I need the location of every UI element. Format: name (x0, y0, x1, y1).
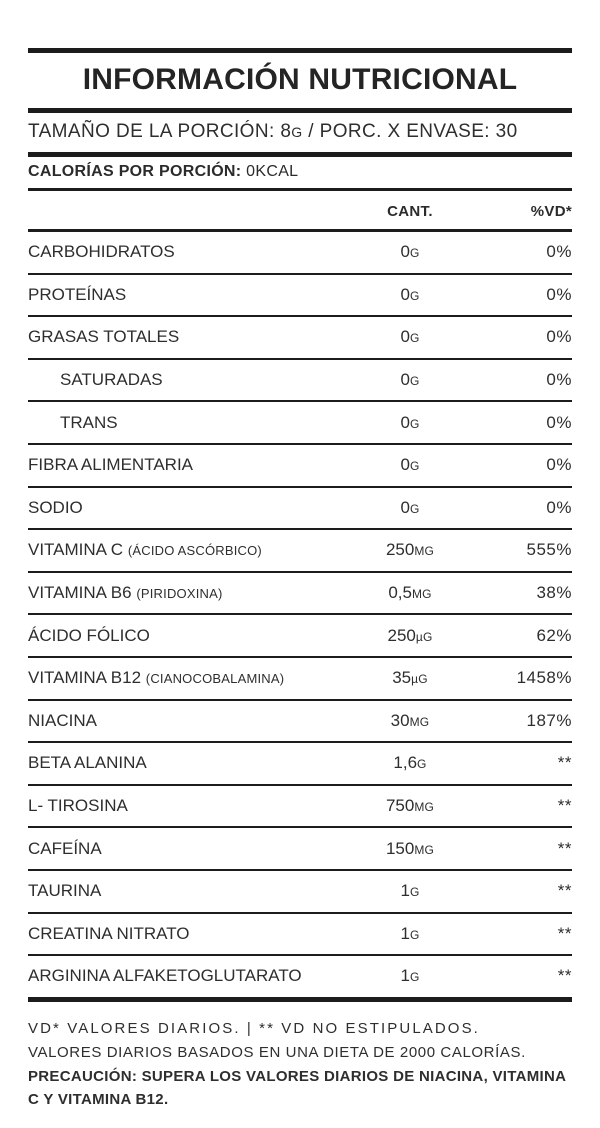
nutrient-note: (PIRIDOXINA) (136, 586, 223, 602)
daily-value-cell: ** (557, 923, 572, 943)
daily-value-cell: 0% (546, 242, 572, 262)
amount-cell (340, 455, 480, 475)
daily-value-cell: 0% (546, 412, 572, 432)
footnote-diet-basis: VALORES DIARIOS BASADOS EN UNA DIETA DE 2000 CALORÍAS. (28, 1043, 526, 1061)
table-row (28, 488, 572, 531)
table-row (28, 658, 572, 701)
amount-cell (340, 583, 480, 603)
amount-unit: G (417, 757, 427, 772)
table-row (28, 914, 572, 957)
amount-cell (340, 370, 480, 390)
amount-unit: G (409, 501, 420, 516)
nutrient-name-cell (28, 498, 340, 518)
nutrient-name: ÁCIDO FÓLICO (28, 625, 150, 645)
amount-cell (340, 796, 480, 816)
calories-value: 0KCAL (246, 163, 299, 180)
nutrient-name: CREATINA NITRATO (28, 923, 190, 943)
nutrient-name: PROTEÍNAS (28, 284, 127, 304)
amount-cell (340, 413, 480, 433)
amount-cell (340, 753, 480, 773)
calories-label: CALORÍAS POR PORCIÓN: (28, 163, 242, 180)
amount-value: 750 (385, 796, 415, 816)
amount-cell (340, 924, 480, 944)
amount-cell (340, 498, 480, 518)
nutrient-name: VITAMINA B12 (28, 668, 142, 688)
nutrient-name: NIACINA (28, 710, 97, 730)
table-row (28, 530, 572, 573)
nutrient-name-cell (28, 455, 340, 475)
label-title: INFORMACIÓN NUTRICIONAL (82, 63, 518, 96)
column-header-daily-value: %VD* (530, 203, 572, 220)
nutrient-name-cell (28, 413, 340, 433)
amount-value: 0 (400, 412, 410, 432)
nutrient-name: L- TIROSINA (28, 796, 128, 816)
table-row (28, 871, 572, 914)
nutrient-name: TRANS (60, 412, 118, 432)
amount-cell (340, 327, 480, 347)
amount-value: 250 (385, 540, 415, 560)
nutrition-table-body (28, 232, 572, 997)
amount-unit: G (409, 374, 420, 389)
amount-unit: G (409, 927, 420, 942)
amount-cell (340, 285, 480, 305)
nutrient-name: SATURADAS (60, 370, 163, 390)
table-row (28, 956, 572, 997)
daily-value-cell: 187% (526, 710, 572, 730)
amount-value: 1 (400, 966, 410, 986)
daily-value-cell: 62% (536, 625, 572, 645)
serving-text: TAMAÑO DE LA PORCIÓN: 8 (28, 121, 292, 142)
footnote-daily-values: VD* VALORES DIARIOS. | ** VD NO ESTIPULADOS. (28, 1019, 480, 1037)
caution-note: PRECAUCIÓN: SUPERA LOS VALORES DIARIOS DE NIACINA, VITAMINA C Y VITAMINA B12. (28, 1067, 566, 1108)
daily-value-cell: 0% (546, 497, 572, 517)
amount-unit: G (409, 970, 420, 985)
amount-value: 1,6 (393, 753, 418, 773)
amount-value: 150 (385, 838, 415, 858)
table-row (28, 615, 572, 658)
amount-value: 0 (400, 242, 410, 262)
daily-value-cell: 0% (546, 284, 572, 304)
amount-unit: G (409, 416, 420, 431)
daily-value-cell: ** (557, 796, 572, 816)
servings-per-container-text: / PORC. X ENVASE: 30 (302, 121, 518, 142)
amount-unit: MG (414, 800, 435, 815)
amount-cell (340, 668, 480, 688)
amount-value: 1 (400, 881, 410, 901)
nutrient-name: TAURINA (28, 881, 102, 901)
amount-cell (340, 711, 480, 731)
daily-value-cell: 0% (546, 455, 572, 475)
nutrient-name-cell (28, 285, 340, 305)
nutrition-table (28, 232, 572, 997)
serving-unit: G (291, 124, 303, 140)
nutrient-name-cell (28, 753, 340, 773)
amount-cell (340, 540, 480, 560)
table-row (28, 275, 572, 318)
nutrient-name-cell (28, 540, 340, 560)
amount-value: 35 (392, 668, 412, 688)
table-row (28, 828, 572, 871)
table-row (28, 232, 572, 275)
nutrient-name-cell (28, 924, 340, 944)
column-header-amount: CANT. (387, 203, 433, 220)
nutrient-name-cell (28, 839, 340, 859)
daily-value-cell: ** (557, 966, 572, 986)
amount-unit: G (409, 246, 420, 261)
table-row (28, 743, 572, 786)
table-column-headers (28, 191, 572, 229)
nutrient-note: (ÁCIDO ASCÓRBICO) (127, 543, 262, 559)
amount-unit: MG (414, 842, 435, 857)
amount-value: 0 (400, 497, 410, 517)
nutrient-note: (CIANOCOBALAMINA) (145, 671, 285, 687)
nutrient-name: BETA ALANINA (28, 753, 147, 773)
table-row (28, 317, 572, 360)
daily-value-cell: ** (557, 881, 572, 901)
nutrient-name: ARGININA ALFAKETOGLUTARATO (28, 966, 302, 986)
amount-unit: MG (411, 587, 432, 602)
daily-value-cell: 555% (526, 540, 572, 560)
table-row (28, 786, 572, 829)
amount-value: 30 (390, 710, 410, 730)
nutrient-name-cell (28, 881, 340, 901)
amount-value: 1 (400, 923, 410, 943)
daily-value-cell: 0% (546, 327, 572, 347)
amount-unit: µG (411, 672, 428, 687)
nutrient-name: SODIO (28, 497, 83, 517)
daily-value-cell: 38% (536, 583, 572, 603)
nutrient-name: VITAMINA B6 (28, 583, 132, 603)
amount-unit: MG (409, 714, 430, 729)
nutrient-name: CAFEÍNA (28, 838, 102, 858)
amount-value: 0 (400, 284, 410, 304)
nutrient-name-cell (28, 327, 340, 347)
nutrient-name-cell (28, 626, 340, 646)
amount-cell (340, 839, 480, 859)
nutrient-name-cell (28, 242, 340, 262)
amount-cell (340, 242, 480, 262)
nutrient-name-cell (28, 668, 340, 688)
daily-value-cell: 0% (546, 370, 572, 390)
nutrient-name: FIBRA ALIMENTARIA (28, 455, 194, 475)
table-row (28, 445, 572, 488)
nutrient-name-cell (28, 966, 340, 986)
daily-value-cell: ** (557, 753, 572, 773)
serving-size-line (28, 113, 572, 152)
amount-value: 250 (387, 625, 416, 645)
nutrient-name: VITAMINA C (28, 540, 124, 560)
amount-unit: G (409, 885, 420, 900)
nutrient-name-cell (28, 711, 340, 731)
table-row (28, 402, 572, 445)
nutrient-name: CARBOHIDRATOS (28, 242, 175, 262)
amount-value: 0 (400, 455, 410, 475)
daily-value-cell: ** (557, 838, 572, 858)
amount-unit: G (409, 288, 420, 303)
amount-cell (340, 881, 480, 901)
amount-cell (340, 626, 480, 646)
nutrient-name-cell (28, 370, 340, 390)
amount-unit: G (409, 331, 420, 346)
daily-value-cell: 1458% (516, 668, 572, 688)
amount-cell (340, 966, 480, 986)
footnotes (28, 1002, 572, 1111)
calories-line (28, 157, 572, 188)
table-row (28, 360, 572, 403)
nutrient-name: GRASAS TOTALES (28, 327, 180, 347)
amount-unit: G (409, 459, 420, 474)
table-row (28, 701, 572, 744)
amount-unit: µG (415, 629, 433, 644)
table-row (28, 573, 572, 616)
nutrient-name-cell (28, 583, 340, 603)
amount-value: 0,5 (388, 583, 412, 603)
amount-value: 0 (400, 327, 410, 347)
amount-value: 0 (400, 370, 410, 390)
amount-unit: MG (414, 544, 435, 559)
nutrient-name-cell (28, 796, 340, 816)
